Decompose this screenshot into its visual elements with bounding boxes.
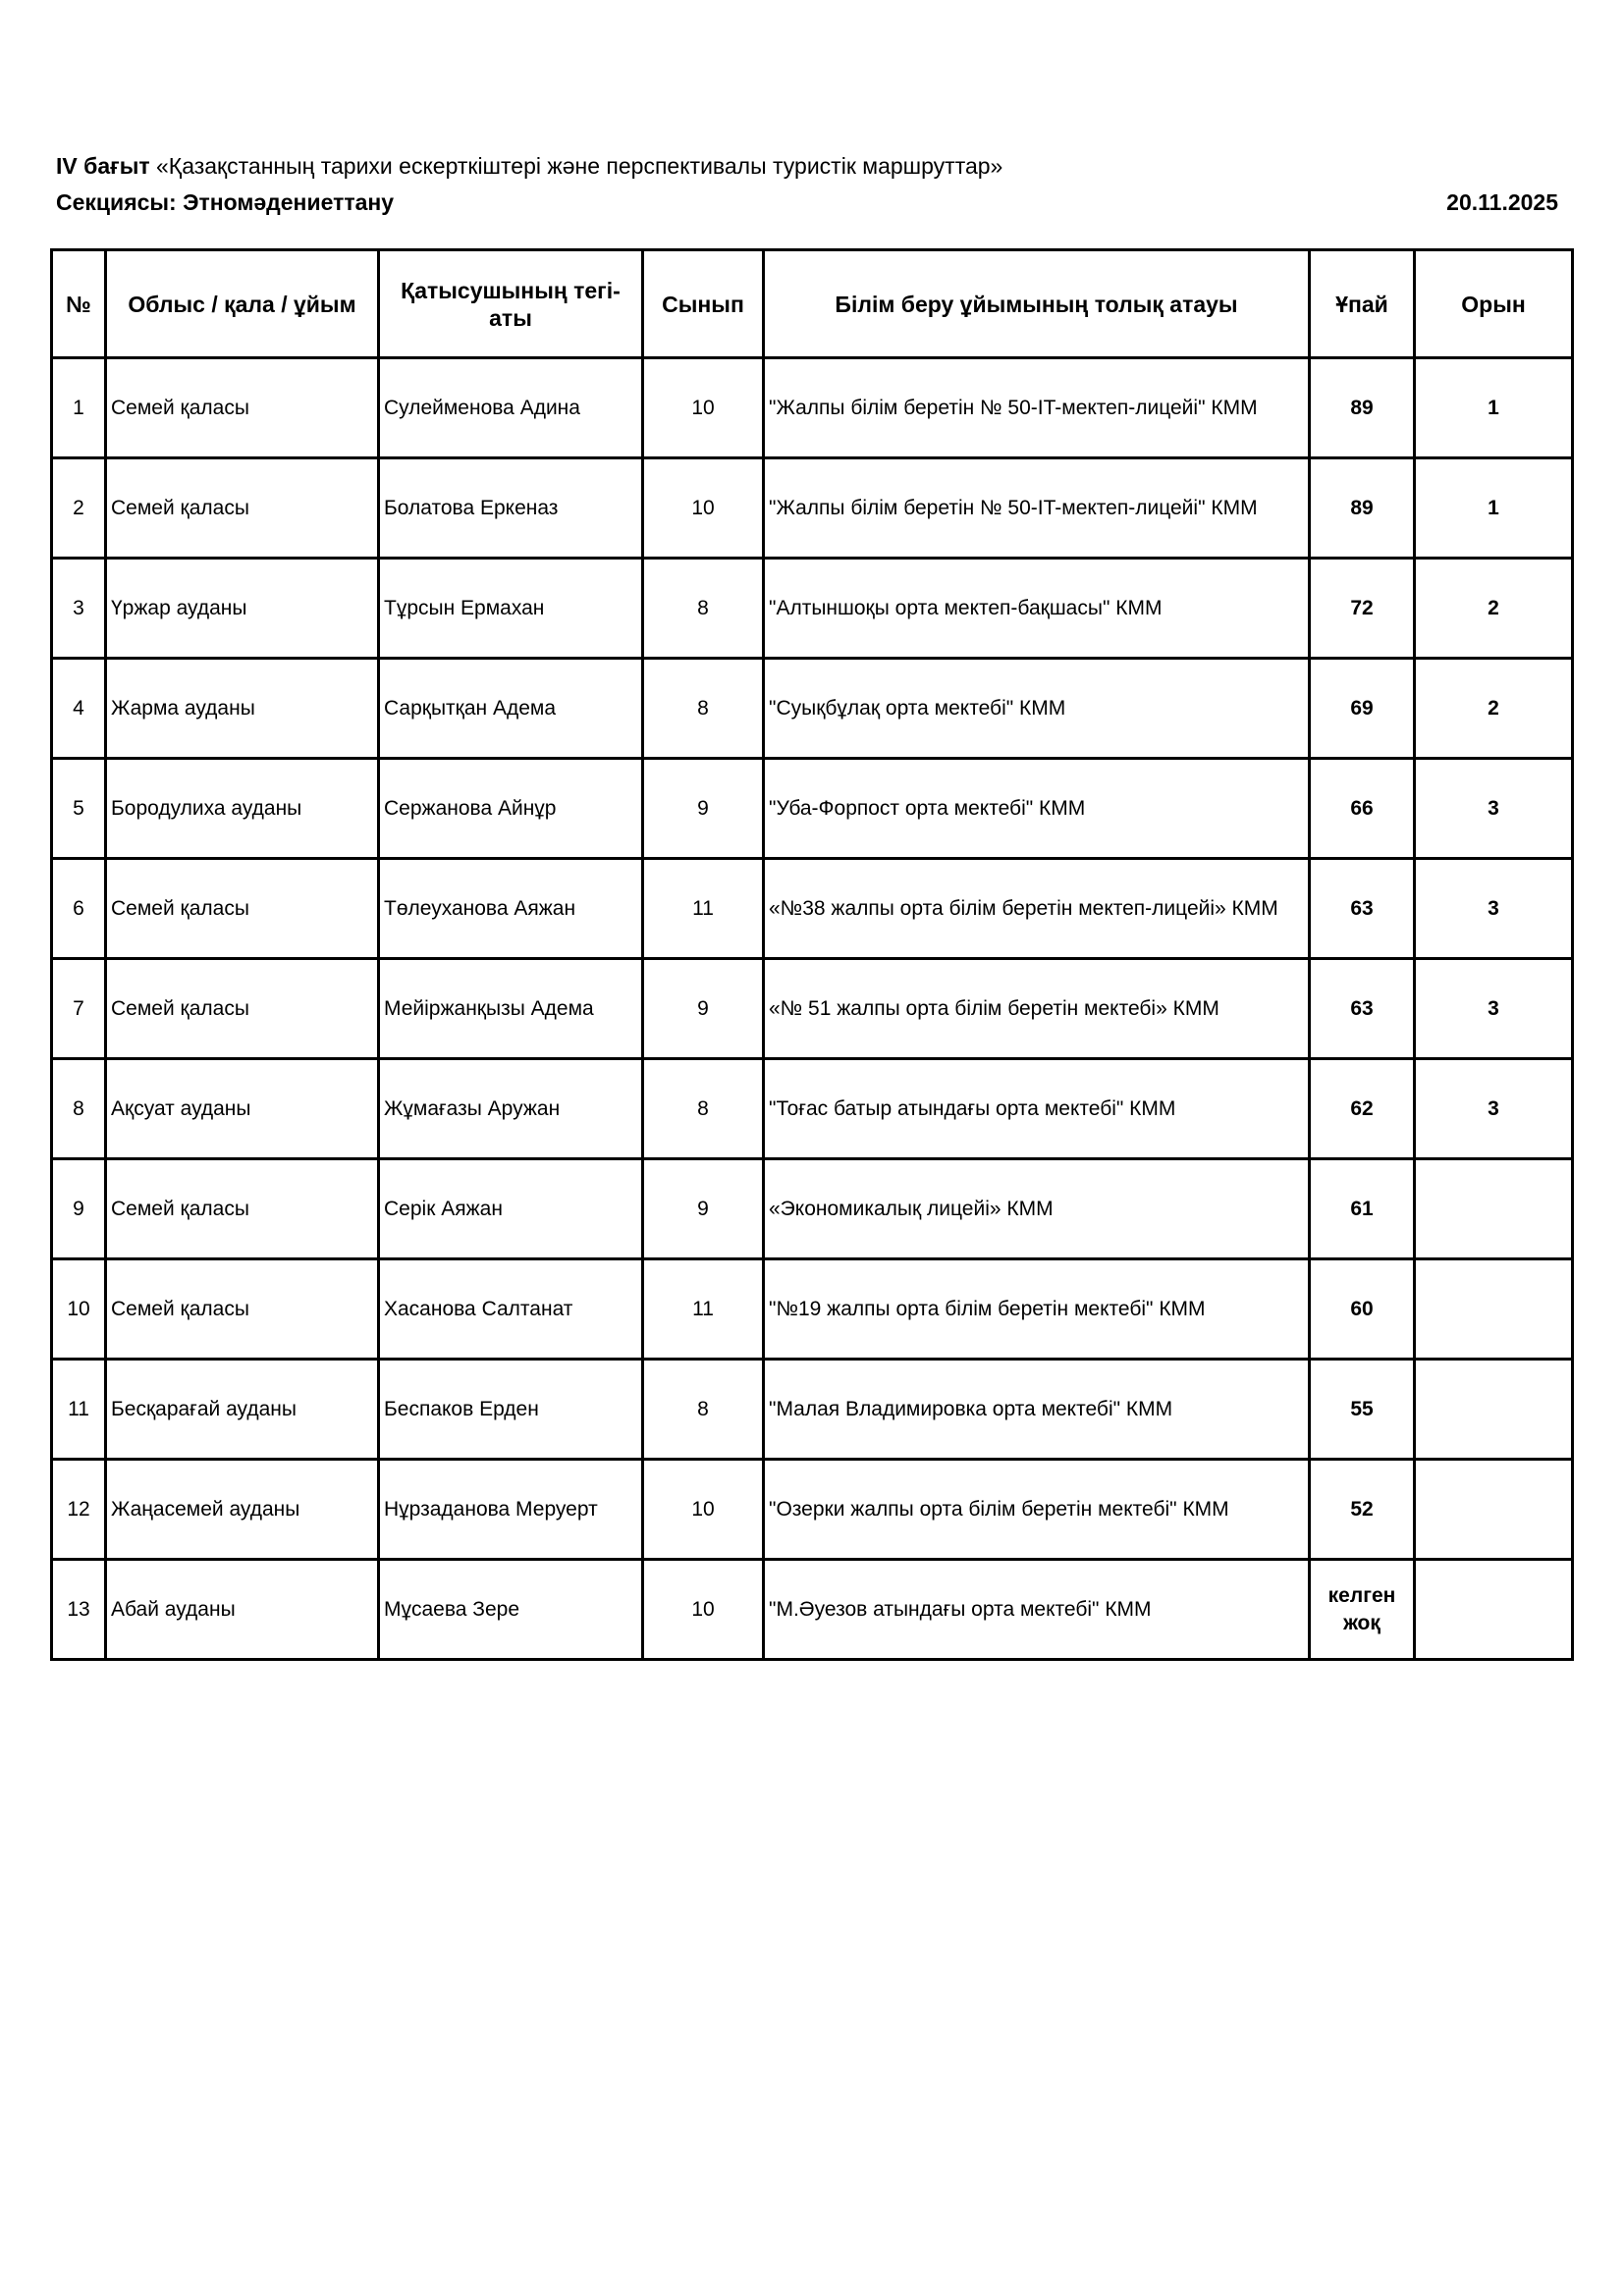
cell-class: 9 [643,959,764,1059]
cell-region: Семей қаласы [106,458,379,559]
table-row [52,458,1573,559]
cell-participant: Жұмағазы Аружан [379,1059,643,1159]
cell-number: 8 [52,1059,106,1159]
cell-place [1415,1360,1573,1460]
cell-score: 72 [1310,559,1415,659]
cell-score: 63 [1310,859,1415,959]
cell-class: 8 [643,1360,764,1460]
cell-region: Үржар ауданы [106,559,379,659]
cell-participant: Сержанова Айнұр [379,759,643,859]
cell-score: 55 [1310,1360,1415,1460]
cell-region: Ақсуат ауданы [106,1059,379,1159]
column-header-number: № [52,250,106,358]
cell-school: «№ 51 жалпы орта білім беретін мектебі» КММ [764,959,1310,1059]
cell-score: 61 [1310,1159,1415,1259]
cell-number: 13 [52,1560,106,1660]
cell-school: «№38 жалпы орта білім беретін мектеп-лицейі» КММ [764,859,1310,959]
cell-class: 10 [643,358,764,458]
cell-region: Семей қаласы [106,1259,379,1360]
direction-title: «Қазақстанның тарихи ескерткіштері және перспективалы туристік маршруттар» [156,153,1003,179]
table-row [52,1560,1573,1660]
table-row [52,659,1573,759]
cell-participant: Болатова Еркеназ [379,458,643,559]
table-row [52,859,1573,959]
cell-participant: Мұсаева Зере [379,1560,643,1660]
cell-score: 60 [1310,1259,1415,1360]
column-header-score: Ұпай [1310,250,1415,358]
cell-region: Жарма ауданы [106,659,379,759]
cell-place: 3 [1415,859,1573,959]
cell-score: 63 [1310,959,1415,1059]
cell-region: Семей қаласы [106,358,379,458]
cell-place: 3 [1415,959,1573,1059]
cell-class: 11 [643,1259,764,1360]
cell-participant: Тұрсын Ермахан [379,559,643,659]
cell-score: 52 [1310,1460,1415,1560]
cell-number: 12 [52,1460,106,1560]
column-header-place: Орын [1415,250,1573,358]
cell-place: 2 [1415,559,1573,659]
table-row [52,759,1573,859]
cell-school: "Жалпы білім беретін № 50-IT-мектеп-лицейі" КММ [764,358,1310,458]
cell-class: 9 [643,1159,764,1259]
cell-class: 10 [643,1560,764,1660]
cell-number: 2 [52,458,106,559]
cell-score: 89 [1310,458,1415,559]
cell-class: 11 [643,859,764,959]
cell-class: 8 [643,659,764,759]
cell-participant: Төлеуханова Аяжан [379,859,643,959]
cell-school: "Озерки жалпы орта білім беретін мектебі" КММ [764,1460,1310,1560]
page-heading-direction [56,151,1002,181]
cell-score: 62 [1310,1059,1415,1159]
cell-place [1415,1460,1573,1560]
cell-school: "Суықбұлақ орта мектебі" КММ [764,659,1310,759]
cell-participant: Серік Аяжан [379,1159,643,1259]
cell-class: 9 [643,759,764,859]
column-header-school: Білім беру ұйымының толық атауы [764,250,1310,358]
cell-participant: Мейіржанқызы Адема [379,959,643,1059]
cell-school: "Алтыншоқы орта мектеп-бақшасы" КММ [764,559,1310,659]
section-label: Секциясы: Этномәдениеттану [56,189,395,215]
cell-score: келген жоқ [1310,1560,1415,1660]
cell-region: Бородулиха ауданы [106,759,379,859]
cell-school: «Экономикалық лицейі» КММ [764,1159,1310,1259]
cell-number: 9 [52,1159,106,1259]
cell-class: 10 [643,458,764,559]
event-date: 20.11.2025 [1446,189,1558,215]
cell-participant: Сарқытқан Адема [379,659,643,759]
cell-school: "Малая Владимировка орта мектебі" КММ [764,1360,1310,1460]
cell-number: 3 [52,559,106,659]
cell-number: 1 [52,358,106,458]
cell-place [1415,1159,1573,1259]
cell-score: 69 [1310,659,1415,759]
table-row [52,559,1573,659]
cell-place [1415,1259,1573,1360]
cell-class: 10 [643,1460,764,1560]
cell-number: 10 [52,1259,106,1360]
cell-participant: Беспаков Ерден [379,1360,643,1460]
cell-participant: Нұрзаданова Меруерт [379,1460,643,1560]
table-row [52,1460,1573,1560]
cell-number: 7 [52,959,106,1059]
table-row [52,1159,1573,1259]
cell-participant: Хасанова Салтанат [379,1259,643,1360]
cell-participant: Сулейменова Адина [379,358,643,458]
cell-number: 6 [52,859,106,959]
cell-school: "Тоғас батыр атындағы орта мектебі" КММ [764,1059,1310,1159]
cell-place: 3 [1415,759,1573,859]
table-row [52,1360,1573,1460]
cell-number: 4 [52,659,106,759]
cell-place: 1 [1415,458,1573,559]
cell-region: Абай ауданы [106,1560,379,1660]
cell-class: 8 [643,1059,764,1159]
table-row [52,1059,1573,1159]
cell-region: Семей қаласы [106,959,379,1059]
column-header-region: Облыс / қала / ұйым [106,250,379,358]
cell-school: "Уба-Форпост орта мектебі" КММ [764,759,1310,859]
table-header-row [52,250,1573,358]
page-heading-section [56,187,1558,217]
cell-region: Жаңасемей ауданы [106,1460,379,1560]
cell-place [1415,1560,1573,1660]
table-row [52,959,1573,1059]
cell-score: 89 [1310,358,1415,458]
table-row [52,1259,1573,1360]
results-table [50,248,1574,1661]
cell-region: Бесқарағай ауданы [106,1360,379,1460]
cell-region: Семей қаласы [106,1159,379,1259]
cell-place: 2 [1415,659,1573,759]
cell-class: 8 [643,559,764,659]
cell-school: "№19 жалпы орта білім беретін мектебі" КММ [764,1259,1310,1360]
table-row [52,358,1573,458]
cell-score: 66 [1310,759,1415,859]
cell-school: "Жалпы білім беретін № 50-IT-мектеп-лицейі" КММ [764,458,1310,559]
cell-number: 5 [52,759,106,859]
cell-school: "М.Әуезов атындағы орта мектебі" КММ [764,1560,1310,1660]
cell-region: Семей қаласы [106,859,379,959]
column-header-participant: Қатысушының тегі-аты [379,250,643,358]
cell-place: 1 [1415,358,1573,458]
direction-label: IV бағыт [56,153,150,179]
column-header-class: Сынып [643,250,764,358]
cell-place: 3 [1415,1059,1573,1159]
cell-number: 11 [52,1360,106,1460]
